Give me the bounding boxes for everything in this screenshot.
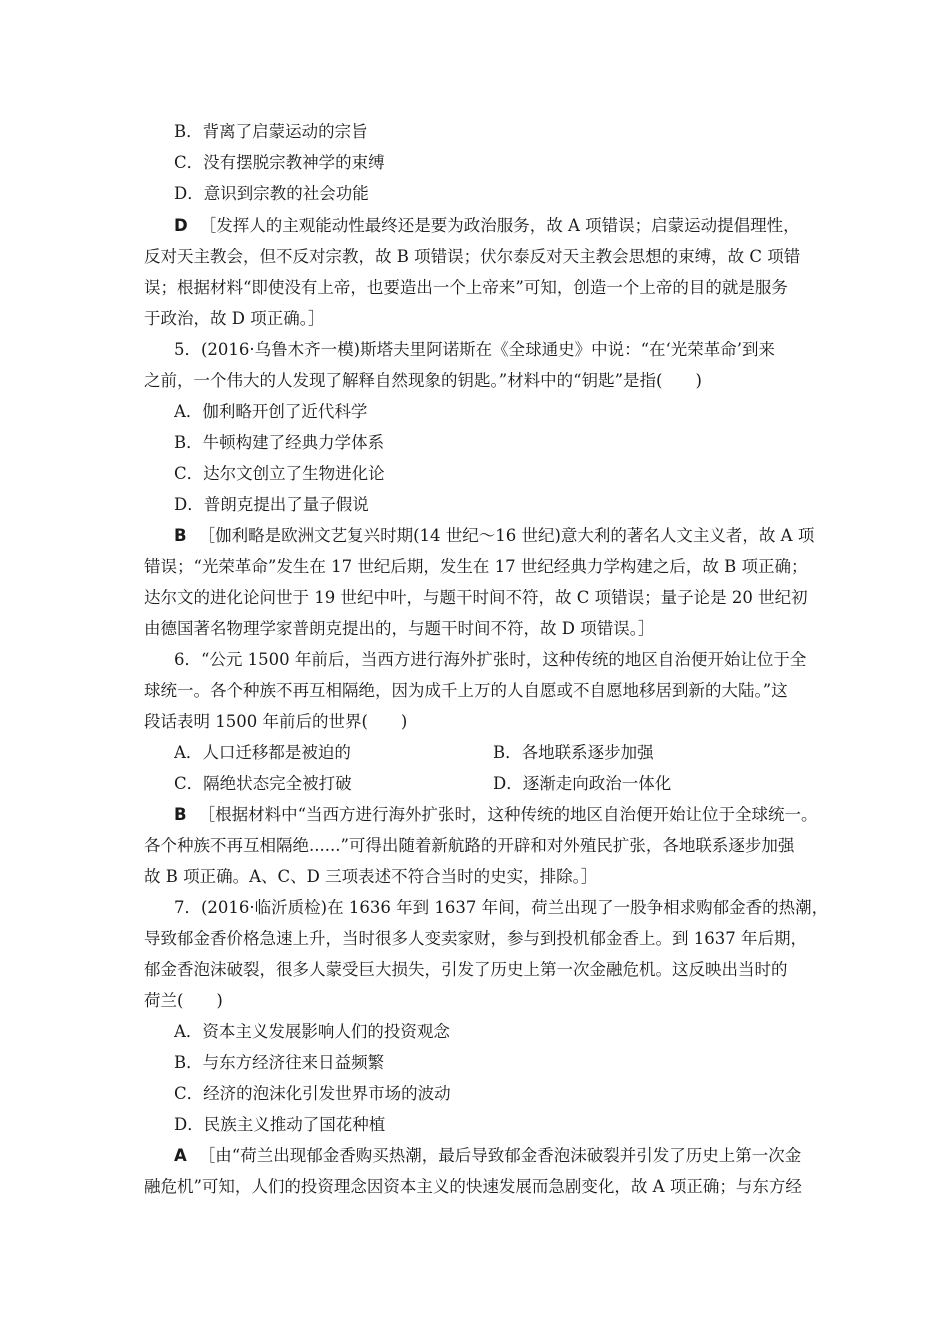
q6-stem-line-2: 球统一。各个种族不再互相隔绝，因为成千上万的人自愿或不自愿地移居到新的大陆。”这	[144, 681, 788, 700]
q6-option-a: A．人口迁移都是被迫的	[174, 743, 351, 762]
q5-answer-text: ［伽利略是欧洲文艺复兴时期(14 世纪～16 世纪)意大利的著名人文主义者，故 A 项	[198, 526, 815, 545]
q7-answer-line-1	[174, 1145, 864, 1167]
q5-option-d: D．普朗克提出了量子假说	[174, 495, 369, 514]
q5-answer-line-1	[174, 525, 864, 547]
q4-answer-line-3: 误；根据材料“即使没有上帝，也要造出一个上帝来”可知，创造一个上帝的目的就是服务	[144, 278, 788, 297]
q7-option-d: D．民族主义推动了国花种植	[174, 1115, 386, 1134]
q7-stem-line-2: 导致郁金香价格急速上升，当时很多人变卖家财，参与到投机郁金香上。到 1637 年后期，	[144, 929, 807, 948]
q6-answer-line-2: 各个种族不再互相隔绝......”可得出随着新航路的开辟和对外殖民扩张，各地联系逐步加强	[144, 836, 795, 855]
q6-option-b: B．各地联系逐步加强	[493, 743, 654, 762]
q6-stem-line-3: 段话表明 1500 年前后的世界( )	[144, 712, 408, 731]
q5-answer-line-4: 由德国著名物理学家普朗克提出的，与题干时间不符，故 D 项错误。］	[144, 619, 655, 638]
q5-option-a: A．伽利略开创了近代科学	[174, 402, 368, 421]
q5-stem-line-1: 5．(2016·乌鲁木齐一模)斯塔夫里阿诺斯在《全球通史》中说：“在‘光荣革命’到来	[174, 340, 776, 359]
q7-option-b: B．与东方经济往来日益频繁	[174, 1053, 385, 1072]
q5-stem-line-2: 之前，一个伟大的人发现了解释自然现象的钥匙。”材料中的“钥匙”是指( )	[144, 371, 702, 390]
q5-answer-line-3: 达尔文的进化论问世于 19 世纪中叶，与题干时间不符，故 C 项错误；量子论是 20 世纪初	[144, 588, 808, 607]
q6-answer-line-3: 故 B 项正确。A、C、D 三项表述不符合当时的史实，排除。］	[144, 867, 598, 886]
q6-stem-line-1: 6．“公元 1500 年前后，当西方进行海外扩张时，这种传统的地区自治便开始让位于全	[174, 650, 807, 669]
q6-option-d: D．逐渐走向政治一体化	[493, 774, 672, 793]
q7-answer-text: ［由“荷兰出现郁金香购买热潮，最后导致郁金香泡沫破裂并引发了历史上第一次金	[198, 1146, 802, 1165]
q7-answer-letter: A	[174, 1146, 187, 1165]
q5-answer-letter: B	[174, 526, 187, 545]
q4-answer-line-2: 反对天主教会，但不反对宗教，故 B 项错误；伏尔泰反对天主教会思想的束缚，故 C 项错	[144, 247, 801, 266]
q4-answer-text: ［发挥人的主观能动性最终还是要为政治服务，故 A 项错误；启蒙运动提倡理性，	[199, 216, 800, 235]
q4-option-d: D．意识到宗教的社会功能	[174, 184, 369, 203]
q5-option-b: B．牛顿构建了经典力学体系	[174, 433, 385, 452]
q7-stem-line-4: 荷兰( )	[144, 991, 223, 1010]
q6-answer-line-1	[174, 804, 864, 826]
q4-answer-line-4: 于政治，故 D 项正确。］	[144, 309, 325, 328]
q4-answer-line-1	[174, 215, 864, 237]
q4-option-c: C．没有摆脱宗教神学的束缚	[174, 153, 385, 172]
q6-answer-text: ［根据材料中“当西方进行海外扩张时，这种传统的地区自治便开始让位于全球统一。	[198, 805, 818, 824]
q7-answer-line-2: 融危机”可知，人们的投资理念因资本主义的快速发展而急剧变化，故 A 项正确；与东方经	[144, 1177, 802, 1196]
q7-stem-line-1: 7．(2016·临沂质检)在 1636 年到 1637 年间，荷兰出现了一股争相求购郁金香的热潮，	[174, 898, 829, 917]
q7-option-c: C．经济的泡沫化引发世界市场的波动	[174, 1084, 451, 1103]
q5-answer-line-2: 错误；“光荣革命”发生在 17 世纪后期，发生在 17 世纪经典力学构建之后，故 B 项正确；	[144, 557, 808, 576]
q6-option-c: C．隔绝状态完全被打破	[174, 774, 352, 793]
q7-option-a: A．资本主义发展影响人们的投资观念	[174, 1022, 450, 1041]
q5-option-c: C．达尔文创立了生物进化论	[174, 464, 385, 483]
q6-answer-letter: B	[174, 805, 187, 824]
q4-answer-letter: D	[174, 216, 188, 235]
q7-stem-line-3: 郁金香泡沫破裂，很多人蒙受巨大损失，引发了历史上第一次金融危机。这反映出当时的	[144, 960, 788, 979]
q4-option-b: B．背离了启蒙运动的宗旨	[174, 122, 368, 141]
